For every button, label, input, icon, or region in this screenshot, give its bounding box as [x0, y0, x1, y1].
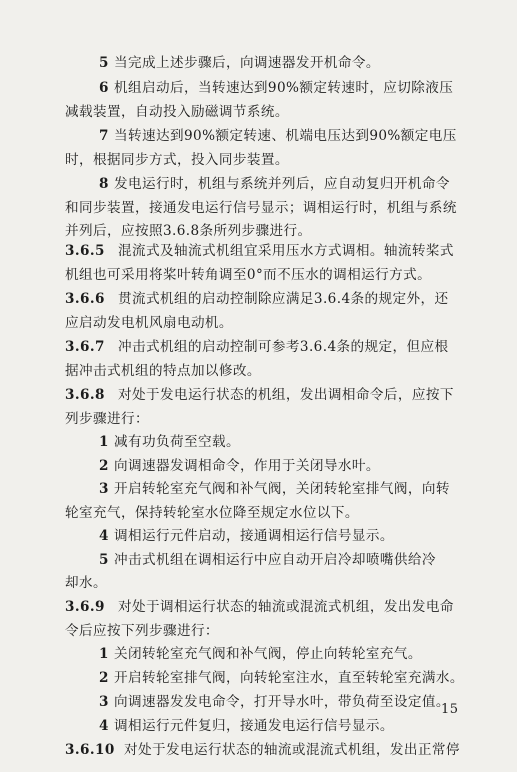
line-text: 令后应按下列步骤进行： — [65, 623, 219, 639]
line-text: 和同步装置，接通发电运行信号显示；调相运行时，机组与系统 — [65, 200, 457, 216]
line-text: 调相运行元件复归，接通发电运行信号显示。 — [114, 718, 394, 734]
text-line — [65, 504, 359, 523]
item-number: 5 — [99, 552, 109, 568]
text-line — [99, 551, 436, 570]
text-line — [65, 574, 107, 593]
line-text: 冲击式机组在调相运行中应自动开启冷却喷嘴供给冷 — [114, 552, 436, 568]
item-number: 3 — [99, 481, 109, 497]
line-text: 机组启动后，当转速达到90%额定转速时，应切除液压 — [114, 80, 454, 96]
line-text: 调相运行元件启动，接通调相运行信号显示。 — [114, 528, 394, 544]
text-line — [99, 669, 464, 688]
text-line — [65, 290, 448, 309]
section-number: 3.6.10 — [65, 742, 115, 758]
item-number: 1 — [99, 646, 109, 662]
line-text: 关闭转轮室充气阀和补气阀，停止向转轮室充气。 — [114, 646, 422, 662]
line-text: 开启转轮室排气阀，向转轮室注水，直至转轮室充满水。 — [114, 670, 464, 686]
text-line — [99, 433, 240, 452]
text-line — [99, 79, 453, 98]
text-line — [65, 222, 312, 241]
item-number: 7 — [99, 128, 109, 144]
line-text: 并列后，应按照3.6.8条所列步骤进行。 — [65, 223, 312, 239]
text-line — [99, 645, 422, 664]
page-number: 15 — [441, 702, 459, 717]
text-line — [99, 717, 394, 736]
text-line — [65, 741, 460, 760]
line-text: 应启动发电机风扇电动机。 — [65, 315, 233, 331]
line-text: 据冲击式机组的特点加以修改。 — [65, 363, 261, 379]
text-line — [65, 151, 289, 170]
text-line — [99, 175, 450, 194]
text-line — [99, 127, 457, 146]
line-text: 时，根据同步方式，投入同步装置。 — [65, 152, 289, 168]
item-number: 2 — [99, 458, 109, 474]
line-text: 发电运行时，机组与系统并列后，应自动复归开机命令 — [114, 176, 450, 192]
text-line — [65, 622, 219, 641]
item-number: 2 — [99, 670, 109, 686]
line-text: 贯流式机组的启动控制除应满足3.6.4条的规定外，还 — [118, 291, 449, 307]
item-number: 3 — [99, 694, 109, 710]
text-line — [99, 54, 380, 73]
text-line — [99, 457, 380, 476]
line-text: 减载装置，自动投入励磁调节系统。 — [65, 104, 289, 120]
text-line — [65, 362, 261, 381]
text-line — [65, 598, 454, 617]
line-text: 列步骤进行： — [65, 411, 149, 427]
line-text: 对处于发电运行状态的轴流或混流式机组，发出正常停 — [124, 742, 460, 758]
item-number: 1 — [99, 434, 109, 450]
line-text: 机组也可采用将桨叶转角调至0°而不压水的调相运行方式。 — [65, 267, 432, 283]
item-number: 4 — [99, 528, 109, 544]
line-text: 轮室充气，保持转轮室水位降至规定水位以下。 — [65, 505, 359, 521]
text-line — [99, 693, 450, 712]
text-line — [65, 242, 454, 261]
line-text: 当转速达到90%额定转速、机端电压达到90%额定电压 — [114, 128, 457, 144]
line-text: 减有功负荷至空载。 — [114, 434, 240, 450]
line-text: 向调速器发调相命令，作用于关闭导水叶。 — [114, 458, 380, 474]
text-line — [99, 480, 450, 499]
section-number: 3.6.7 — [65, 339, 105, 355]
section-number: 3.6.6 — [65, 291, 105, 307]
text-line — [65, 266, 431, 285]
text-line — [65, 199, 457, 218]
item-number: 6 — [99, 80, 109, 96]
line-text: 对处于调相运行状态的轴流或混流式机组，发出发电命 — [118, 599, 454, 615]
line-text: 开启转轮室充气阀和补气阀，关闭转轮室排气阀，向转 — [114, 481, 450, 497]
section-number: 3.6.8 — [65, 387, 105, 403]
text-line — [99, 527, 394, 546]
text-line — [65, 314, 233, 333]
text-line — [65, 338, 448, 357]
line-text: 冲击式机组的启动控制可参考3.6.4条的规定，但应根 — [118, 339, 449, 355]
section-number: 3.6.9 — [65, 599, 105, 615]
item-number: 4 — [99, 718, 109, 734]
line-text: 却水。 — [65, 575, 107, 591]
item-number: 8 — [99, 176, 109, 192]
line-text: 对处于发电运行状态的机组，发出调相命令后，应按下 — [118, 387, 454, 403]
text-line — [65, 410, 149, 429]
line-text: 向调速器发发电命令，打开导水叶，带负荷至设定值。 — [114, 694, 450, 710]
item-number: 5 — [99, 55, 109, 71]
text-line — [65, 103, 289, 122]
line-text: 当完成上述步骤后，向调速器发开机命令。 — [114, 55, 380, 71]
text-line — [65, 386, 454, 405]
section-number: 3.6.5 — [65, 243, 105, 259]
line-text: 混流式及轴流式机组宜采用压水方式调相。轴流转桨式 — [118, 243, 454, 259]
